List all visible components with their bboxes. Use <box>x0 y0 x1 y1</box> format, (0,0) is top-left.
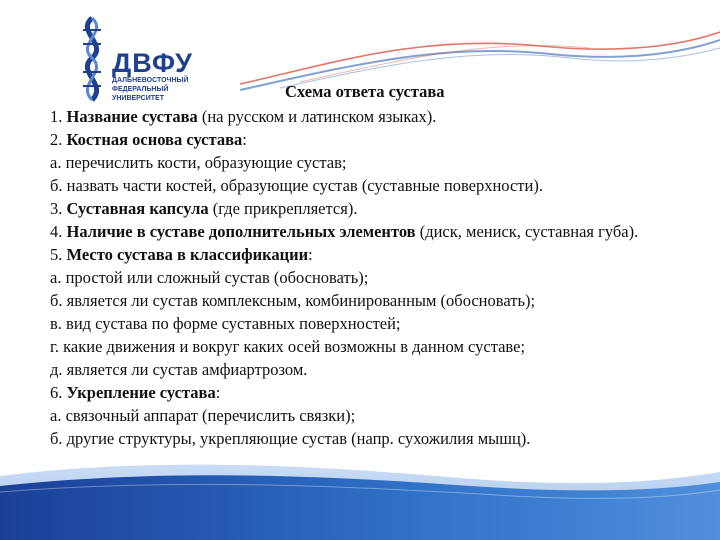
decorative-bottom-wave <box>0 452 720 540</box>
item-text: : <box>308 245 313 264</box>
item-number: 1. <box>50 107 63 126</box>
list-item <box>50 381 710 404</box>
item-number: 2. <box>50 130 63 149</box>
item-bold-text: Суставная капсула <box>66 199 209 218</box>
item-number: 5. <box>50 245 63 264</box>
item-bold-text: Название сустава <box>66 107 198 126</box>
list-item <box>50 289 710 312</box>
item-number: 3. <box>50 199 63 218</box>
list-item <box>50 427 710 450</box>
logo-subtitle-line: УНИВЕРСИТЕТ <box>112 95 164 102</box>
item-text: б. является ли сустав комплексным, комбинированным (обосновать); <box>50 291 536 310</box>
logo-name: ДВФУ <box>112 48 193 78</box>
item-text: б. другие структуры, укрепляющие сустав (напр. сухожилия мышц). <box>50 429 531 448</box>
item-text: : <box>242 130 247 149</box>
list-item <box>50 335 710 358</box>
list-item <box>50 358 710 381</box>
item-text: д. является ли сустав амфиартрозом. <box>50 360 308 379</box>
item-text: (диск, мениск, суставная губа). <box>415 222 639 241</box>
item-bold-text: Наличие в суставе дополнительных элементов <box>66 222 416 241</box>
item-number: 6. <box>50 383 63 402</box>
item-text: : <box>215 383 221 402</box>
list-item <box>50 312 710 335</box>
answer-scheme <box>50 80 710 450</box>
item-text: в. вид сустава по форме суставных поверхностей; <box>50 314 401 333</box>
item-text: а. связочный аппарат (перечислить связки); <box>50 406 356 425</box>
list-item <box>50 266 710 289</box>
item-bold-text: Место сустава в классификации <box>66 245 309 264</box>
list-item <box>50 151 710 174</box>
list-item <box>50 243 710 266</box>
logo-subtitle-line: ФЕДЕРАЛЬНЫЙ <box>112 86 169 93</box>
item-text: а. простой или сложный сустав (обосновать); <box>50 268 369 287</box>
list-item <box>50 404 710 427</box>
item-text: (на русском и латинском языках). <box>197 107 437 126</box>
list-item <box>50 220 710 243</box>
list-item <box>50 128 710 151</box>
item-text: г. какие движения и вокруг каких осей возможны в данном суставе; <box>50 337 526 356</box>
list-item <box>50 174 710 197</box>
item-number: 4. <box>50 222 63 241</box>
item-text: (где прикрепляется). <box>208 199 358 218</box>
item-bold-text: Костная основа сустава <box>66 130 243 149</box>
item-bold-text: Укрепление сустава <box>66 383 216 402</box>
item-text: б. назвать части костей, образующие сустав (суставные поверхности). <box>50 176 543 195</box>
logo-subtitle-line: ДАЛЬНЕВОСТОЧНЫЙ <box>112 77 189 84</box>
list-item <box>50 197 710 220</box>
list-item <box>50 105 710 128</box>
item-text: а. перечислить кости, образующие сустав; <box>50 153 347 172</box>
page-title: Схема ответа сустава <box>285 82 445 101</box>
